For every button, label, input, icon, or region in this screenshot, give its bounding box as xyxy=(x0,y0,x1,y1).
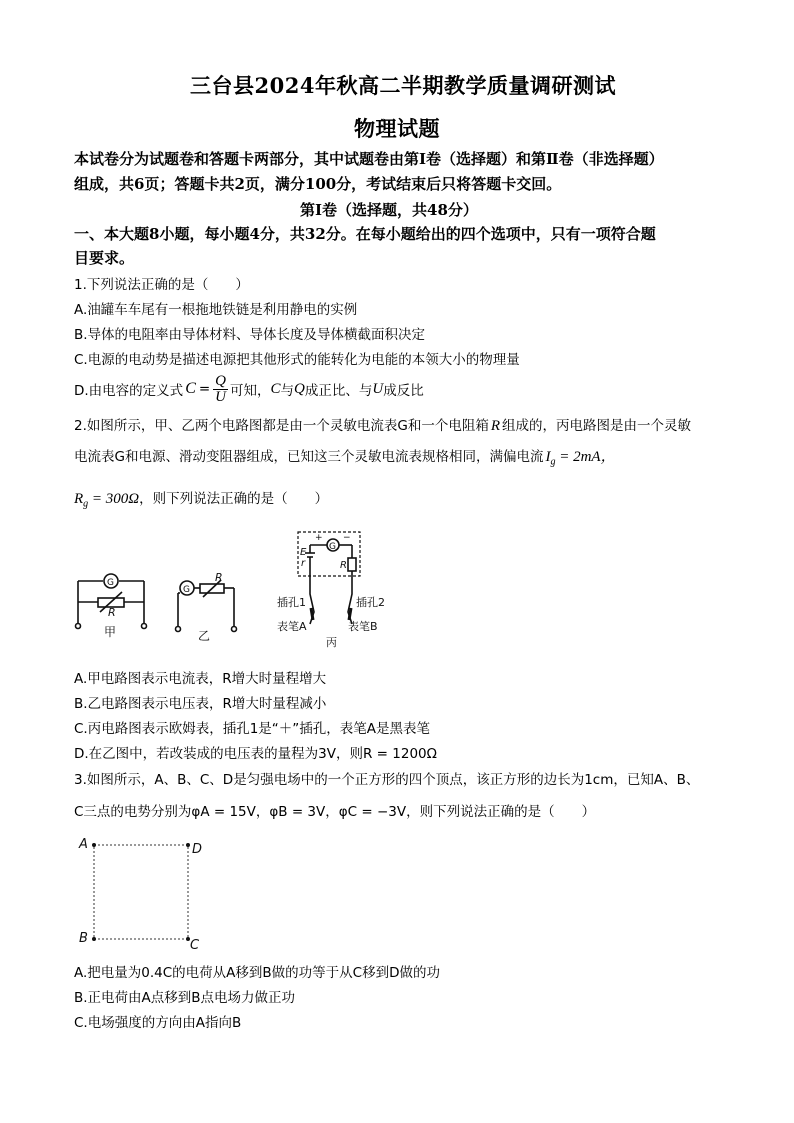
probe-b-label: 表笔B xyxy=(348,620,378,633)
q2-line-3-r: R xyxy=(74,491,84,507)
q1-option-d xyxy=(74,371,424,407)
vertex-a-label: A xyxy=(79,837,88,852)
vertex-d-label: D xyxy=(192,842,203,857)
q3-option-c: C.电场强度的方向由A指向B xyxy=(74,1015,242,1031)
bing-g-label: G xyxy=(329,542,336,552)
q3-option-a: A.把电量为0.4C的电荷从A移到B做的功等于从C移到D做的功 xyxy=(74,965,441,981)
q2-line-1b: 组成的，丙电路图是由一个灵敏 xyxy=(502,418,692,434)
q3-line-1: 3.如图所示，A、B、C、D是匀强电场中的一个正方形的四个顶点，该正方形的边长为1cm，已知A、B、 xyxy=(74,772,700,788)
q2-option-a: A.甲电路图表示电流表，R增大时量程增大 xyxy=(74,671,327,687)
q1-d-post4: 成反比 xyxy=(383,383,424,399)
q2-line-2 xyxy=(74,445,616,468)
q2-line-1-r: R xyxy=(490,418,501,434)
bing-minus-label: − xyxy=(343,533,351,543)
section-heading: 第Ⅰ卷（选择题，共48分） xyxy=(300,201,478,219)
q2-line-3 xyxy=(74,487,328,510)
vertex-c-label: C xyxy=(190,938,200,953)
intro-line-1: 本试卷分为试题卷和答题卡两部分，其中试题卷由第Ⅰ卷（选择题）和第Ⅱ卷（非选择题） xyxy=(74,150,664,168)
q2-line-2-sub: g xyxy=(550,456,556,468)
bing-r-small-label: r xyxy=(301,558,306,569)
bing-e-label: E xyxy=(300,547,307,558)
q2-option-b: B.乙电路图表示电压表，R增大时量程减小 xyxy=(74,696,327,712)
q2-option-d: D.在乙图中，若改装成的电压表的量程为3V，则R = 1200Ω xyxy=(74,746,437,762)
probe-a-label: 表笔A xyxy=(277,620,307,633)
yi-r-label: R xyxy=(215,571,223,584)
bing-plus-label: + xyxy=(315,533,323,543)
q2-line-2a: 电流表G和电源、滑动变阻器组成，已知这三个灵敏电流表规格相同，满偏电流 xyxy=(74,449,544,465)
section-instr-2: 目要求。 xyxy=(74,249,135,267)
page-subtitle: 物理试题 xyxy=(354,116,440,141)
q1-d-c: C xyxy=(185,380,196,397)
q2-line-3-sub: g xyxy=(83,498,89,510)
q1-d-fraction xyxy=(213,374,228,405)
q1-d-post3: 成正比、与 xyxy=(304,383,373,399)
yi-label: 乙 xyxy=(198,629,211,643)
page-title: 三台县2024年秋高二半期教学质量调研测试 xyxy=(190,73,616,98)
q3-line-2: C三点的电势分别为φA = 15V，φB = 3V，φC = −3V，则下列说法正确的是（ ） xyxy=(74,804,596,820)
q1-d-prefix: D.由电容的定义式 xyxy=(74,383,184,399)
q1-d-eq: = xyxy=(198,381,211,397)
intro-line-2: 组成，共6页；答题卡共2页，满分100分，考试结束后只将答题卡交回。 xyxy=(74,175,562,193)
q2-line-2-val: = 2mA， xyxy=(555,449,616,465)
q2-line-1a: 2.如图所示，甲、乙两个电路图都是由一个灵敏电流表G和一个电阻箱 xyxy=(74,418,489,434)
q2-option-c: C.丙电路图表示欧姆表，插孔1是“＋”插孔，表笔A是黑表笔 xyxy=(74,721,431,737)
q2-line-1 xyxy=(74,414,691,435)
bing-r-label: R xyxy=(340,560,347,571)
rheostat-icon xyxy=(348,558,356,571)
q2-line-3-val: = 300Ω xyxy=(88,491,140,507)
q3-option-b: B.正电荷由A点移到B点电场力做正功 xyxy=(74,990,296,1006)
jack2-label: 插孔2 xyxy=(356,596,385,609)
q3-square-figure xyxy=(70,832,220,958)
jack1-label: 插孔1 xyxy=(277,596,306,609)
q1-d-post1: 可知， xyxy=(230,383,271,399)
q1-option-c: C.电源的电动势是描述电源把其他形式的能转化为电能的本领大小的物理量 xyxy=(74,352,520,368)
q1-d-q2: Q xyxy=(294,380,305,397)
bing-label: 丙 xyxy=(326,636,337,649)
jia-label: 甲 xyxy=(104,625,117,639)
q1-d-c2: C xyxy=(270,380,281,397)
q2-line-2-i: I xyxy=(545,449,551,465)
jia-g-label: G xyxy=(107,578,114,588)
q1-stem: 1.下列说法正确的是（ ） xyxy=(74,277,249,293)
vertex-b-label: B xyxy=(79,931,88,946)
q2-line-3b: ，则下列说法正确的是（ ） xyxy=(139,491,329,507)
q2-circuit-figure xyxy=(70,528,385,658)
q1-option-b: B.导体的电阻率由导体材料、导体长度及导体横截面积决定 xyxy=(74,327,426,343)
q1-d-numerator: Q xyxy=(215,372,227,389)
q1-option-a: A.油罐车车尾有一根拖地铁链是利用静电的实例 xyxy=(74,302,358,318)
q1-d-u2: U xyxy=(372,380,384,397)
jia-r-label: R xyxy=(108,606,116,619)
yi-g-label: G xyxy=(183,585,190,595)
q1-d-post2: 与 xyxy=(280,383,295,399)
q1-d-denominator: U xyxy=(215,388,227,405)
section-instr-1: 一、本大题8小题，每小题4分，共32分。在每小题给出的四个选项中，只有一项符合题 xyxy=(74,225,656,243)
